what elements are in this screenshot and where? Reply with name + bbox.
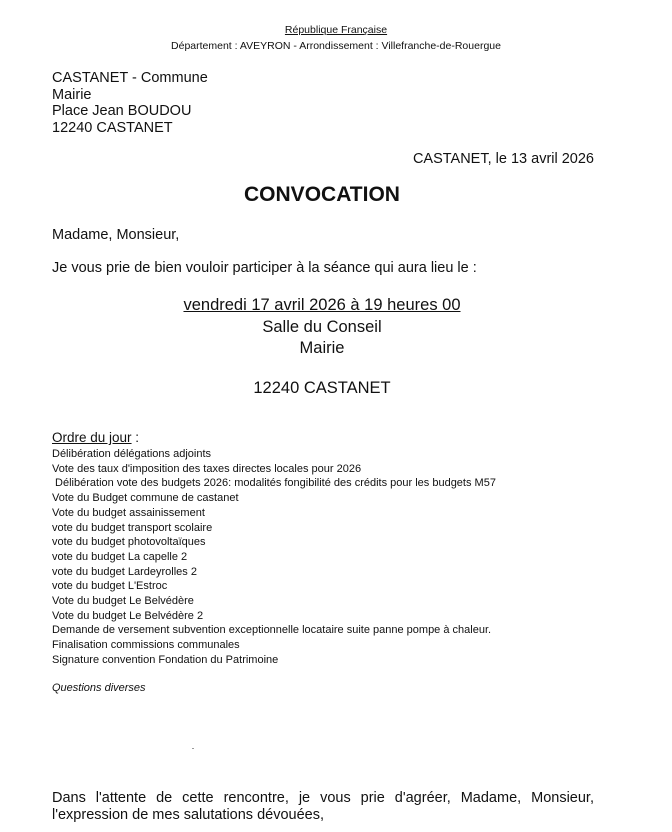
agenda-list bbox=[52, 447, 496, 668]
meeting-datetime: vendredi 17 avril 2026 à 19 heures 00 bbox=[183, 296, 461, 314]
agenda-item: vote du budget photovoltaïques bbox=[52, 536, 206, 549]
meeting-datetime-wrap bbox=[0, 296, 644, 315]
meeting-city: 12240 CASTANET bbox=[253, 379, 391, 397]
header-republique: République Française bbox=[284, 24, 388, 36]
agenda-item: vote du budget Lardeyrolles 2 bbox=[52, 565, 197, 578]
closing-paragraph bbox=[52, 790, 594, 824]
agenda-item: Vote du Budget commune de castanet bbox=[52, 492, 239, 505]
agenda-heading bbox=[52, 430, 139, 445]
intro-text: Je vous prie de bien vouloir participer à la séance qui aura lieu le : bbox=[52, 260, 477, 276]
questions-diverses: Questions diverses bbox=[52, 682, 146, 694]
meeting-room: Salle du Conseil bbox=[262, 318, 382, 336]
sender-commune: CASTANET - Commune bbox=[52, 70, 208, 86]
agenda-item: Finalisation commissions communales bbox=[52, 639, 240, 652]
salutation: Madame, Monsieur, bbox=[52, 227, 180, 243]
agenda-item: Signature convention Fondation du Patrimoine bbox=[52, 653, 279, 666]
closing-line-1: Dans l'attente de cette rencontre, je vous prie d'agréer, Madame, Monsieur, bbox=[52, 790, 594, 806]
agenda-item: Délibération vote des budgets 2026: modalités fongibilité des crédits pour les budgets M57 bbox=[52, 477, 496, 490]
sender-street: Place Jean BOUDOU bbox=[52, 103, 192, 119]
agenda-item: Vote du budget Le Belvédère bbox=[52, 595, 194, 608]
agenda-colon: : bbox=[131, 430, 140, 445]
agenda-item: vote du budget L'Estroc bbox=[52, 580, 168, 593]
page-title: CONVOCATION bbox=[244, 183, 400, 206]
date-line: CASTANET, le 13 avril 2026 bbox=[412, 151, 594, 167]
agenda-label: Ordre du jour bbox=[52, 430, 132, 445]
agenda-item: Vote des taux d'imposition des taxes directes locales pour 2026 bbox=[52, 462, 362, 475]
sender-mairie: Mairie bbox=[52, 87, 92, 103]
agenda-item: vote du budget La capelle 2 bbox=[52, 550, 188, 563]
agenda-item: Demande de versement subvention exceptionnelle locataire suite panne pompe à chaleur. bbox=[52, 624, 492, 637]
agenda-item: vote du budget transport scolaire bbox=[52, 521, 213, 534]
agenda-item: Vote du budget assainissement bbox=[52, 506, 205, 519]
agenda-item: Délibération délégations adjoints bbox=[52, 448, 211, 460]
meeting-place: Mairie bbox=[299, 339, 345, 357]
agenda-item: Vote du budget Le Belvédère 2 bbox=[52, 609, 204, 622]
sender-postal: 12240 CASTANET bbox=[52, 120, 173, 136]
stray-mark bbox=[192, 748, 194, 749]
closing-line-2: l'expression de mes salutations dévouées, bbox=[52, 807, 324, 823]
header-departement: Département : AVEYRON - Arrondissement : Villefranche-de-Rouergue bbox=[171, 40, 501, 52]
